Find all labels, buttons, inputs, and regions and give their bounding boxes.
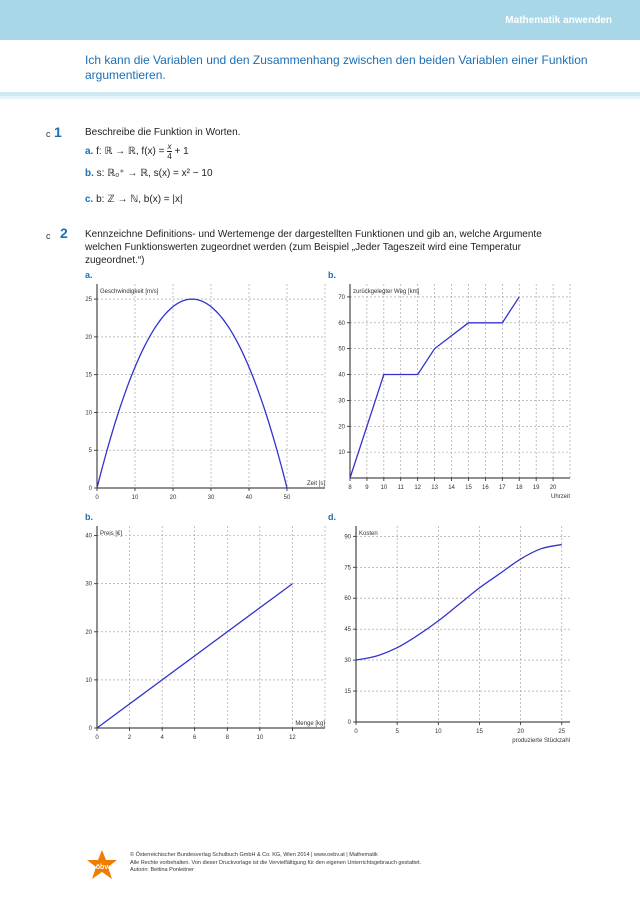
footer-rights: Alle Rechte vorbehalten. Von dieser Druckvorlage ist die Vervielfältigung für den eigenen Unterrichtsgebrauch gestattet.	[130, 859, 422, 866]
y-tick-label: 90	[344, 534, 351, 541]
x-tick-label: 0	[354, 729, 358, 735]
chart-cost	[328, 522, 574, 744]
item-formula: b: ℤ → ℕ, b(x) = |x|	[96, 194, 183, 205]
x-tick-label: 0	[95, 735, 99, 741]
x-tick-label: 6	[193, 735, 197, 741]
x-tick-label: 11	[397, 485, 404, 491]
logo-text: öbv	[95, 864, 109, 871]
task2-level: c	[46, 231, 51, 241]
x-tick-label: 10	[131, 495, 139, 501]
x-tick-label: 8	[225, 735, 229, 741]
x-tick-label: 12	[289, 735, 296, 741]
item-formula-post: + 1	[171, 146, 189, 158]
item-label: c.	[85, 194, 94, 205]
x-tick-label: 40	[245, 495, 253, 501]
oebv-logo-icon	[85, 848, 119, 882]
x-tick-label: 14	[448, 485, 455, 491]
x-tick-label: 50	[283, 495, 291, 501]
x-tick-label: 16	[482, 485, 489, 491]
x-tick-label: 19	[532, 485, 540, 491]
x-tick-label: 0	[95, 495, 99, 501]
item-formula: s: ℝ₀⁺ → ℝ, s(x) = x² − 10	[96, 168, 213, 179]
chart-a-label: a.	[85, 270, 93, 280]
y-tick-label: 60	[338, 320, 345, 327]
y-tick-label: 10	[85, 410, 92, 417]
y-tick-label: 70	[338, 294, 345, 301]
y-tick-label: 15	[344, 689, 351, 696]
y-tick-label: 30	[344, 658, 351, 665]
y-tick-label: 15	[85, 372, 92, 379]
series-line	[356, 545, 562, 661]
y-tick-label: 25	[85, 297, 92, 304]
x-tick-label: 20	[549, 485, 557, 491]
y-axis-label: Geschwindigkeit [m/s]	[100, 289, 159, 295]
y-tick-label: 20	[85, 629, 92, 636]
x-axis-label: Zeit [s]	[306, 481, 325, 487]
fraction-denominator: 4	[167, 152, 172, 161]
chart-distance	[328, 280, 574, 504]
y-tick-label: 10	[338, 450, 345, 457]
x-tick-label: 17	[498, 485, 506, 491]
task2-text: Kennzeichne Definitions- und Wertemenge der dargestellten Funktionen und gib an, welche Argumente welchen Funktionswerten zugeordnet werden (zum Beispiel „Jeder Tageszeit wird eine Temperatur zugeordnet.“)	[85, 229, 542, 266]
x-tick-label: 20	[517, 729, 524, 735]
footer	[130, 852, 421, 875]
y-tick-label: 10	[85, 677, 92, 684]
x-tick-label: 15	[465, 485, 472, 491]
learning-goal: Ich kann die Variablen und den Zusammenhang zwischen den beiden Variablen einer Funktion argumentieren.	[85, 53, 588, 82]
y-tick-label: 40	[85, 533, 92, 540]
item-formula-pre: f: ℝ → ℝ, f(x) =	[96, 146, 168, 158]
task1-level: c	[46, 129, 51, 139]
x-tick-label: 12	[414, 485, 422, 491]
x-tick-label: 20	[169, 495, 177, 501]
task1-text: Beschreibe die Funktion in Worten.	[85, 127, 241, 138]
footer-author: Autorin: Bettina Ponleitner	[130, 867, 194, 873]
y-tick-label: 0	[88, 726, 92, 732]
x-tick-label: 8	[348, 485, 352, 491]
x-tick-label: 30	[207, 495, 215, 501]
x-axis-label: produzierte Stückzahl	[512, 738, 570, 744]
header-title: Mathematik anwenden	[505, 15, 612, 26]
task1-number: 1	[54, 124, 62, 140]
x-tick-label: 10	[380, 485, 388, 491]
y-tick-label: 0	[347, 720, 351, 726]
y-axis-label: Preis [€]	[100, 531, 123, 537]
task1-item-a	[85, 142, 189, 161]
x-tick-label: 2	[127, 735, 132, 741]
y-tick-label: 20	[85, 334, 92, 341]
x-tick-label: 10	[256, 735, 264, 741]
y-tick-label: 20	[338, 424, 345, 431]
chart-speed	[83, 280, 329, 504]
chart-price	[83, 522, 329, 744]
y-tick-label: 40	[338, 372, 345, 379]
y-tick-label: 0	[88, 486, 92, 492]
y-tick-label: 75	[344, 565, 351, 572]
y-axis-label: zurückgelegter Weg [km]	[353, 289, 420, 295]
chart-d-label: d.	[328, 512, 336, 522]
y-tick-label: 50	[338, 346, 345, 353]
item-label: a.	[85, 146, 94, 158]
x-tick-label: 15	[476, 729, 483, 735]
x-tick-label: 10	[434, 729, 442, 735]
x-tick-label: 9	[365, 485, 369, 491]
y-tick-label: 5	[88, 448, 92, 455]
y-axis-label: Kosten	[359, 531, 378, 537]
x-tick-label: 25	[558, 729, 566, 735]
task1-item-c	[85, 194, 183, 205]
chart-c-label: b.	[85, 512, 93, 522]
x-tick-label: 5	[395, 729, 399, 735]
y-tick-label: 30	[85, 581, 92, 588]
chart-b-label: b.	[328, 270, 336, 280]
x-tick-label: 13	[431, 485, 438, 491]
fraction-numerator: x	[167, 142, 172, 151]
header-stripe-light	[0, 96, 640, 99]
x-axis-label: Uhrzeit	[550, 494, 570, 500]
task2-number: 2	[60, 225, 68, 241]
y-tick-label: 45	[344, 627, 351, 634]
footer-copyright: © Österreichischer Bundesverlag Schulbuch GmbH & Co. KG, Wien 2014 | www.oebv.at | Mathematik	[130, 852, 378, 858]
y-tick-label: 60	[344, 596, 351, 603]
x-axis-label: Menge [kg]	[295, 721, 325, 727]
item-label: b.	[85, 168, 94, 179]
series-line	[97, 299, 287, 488]
x-tick-label: 18	[515, 485, 523, 491]
y-tick-label: 30	[338, 398, 345, 405]
x-tick-label: 4	[160, 735, 164, 741]
task1-item-b	[85, 168, 213, 179]
